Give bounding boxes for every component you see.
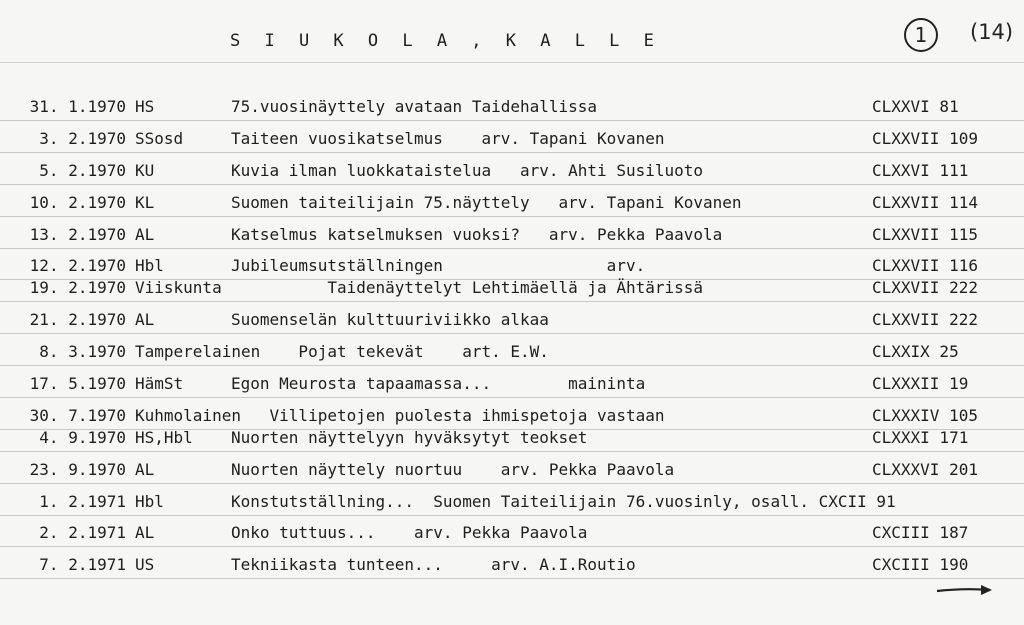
- entry-date: 10. 2.1970: [29, 193, 126, 212]
- ruled-line: [0, 578, 1024, 579]
- entry-row: [0, 128, 1024, 150]
- card-number: 1: [904, 18, 938, 52]
- entry-reference: CLXXXIV 105: [872, 406, 978, 425]
- entry-date: 1. 2.1971: [39, 492, 126, 511]
- entry-title: 75.vuosinäyttely avataan Taidehallissa: [231, 97, 598, 116]
- entry-title: Jubileumsutställningen arv.: [231, 256, 646, 275]
- entry-source: AL: [135, 523, 155, 542]
- entry-date: 13. 2.1970: [29, 225, 126, 244]
- ruled-line: [0, 248, 1024, 249]
- entry-row: [0, 373, 1024, 395]
- ruled-line: [0, 301, 1024, 302]
- entry-title: Villipetojen puolesta ihmispetoja vastaan: [231, 406, 665, 425]
- entry-row: [0, 427, 1024, 449]
- entry-reference: CLXXVII 115: [872, 225, 978, 244]
- entry-source: HS: [135, 97, 155, 116]
- ruled-line: [0, 365, 1024, 366]
- card-count: (14): [970, 20, 1014, 44]
- entry-date: 30. 7.1970: [29, 406, 126, 425]
- entry-source: US: [135, 555, 155, 574]
- entry-row: [0, 224, 1024, 246]
- entry-title: Tekniikasta tunteen... arv. A.I.Routio: [231, 555, 636, 574]
- entry-row: [0, 554, 1024, 576]
- entry-row: [0, 255, 1024, 277]
- entry-row: [0, 341, 1024, 363]
- ruled-line: [0, 184, 1024, 185]
- entry-source: Kuhmolainen: [135, 406, 241, 425]
- entry-row: [0, 405, 1024, 427]
- entry-row: [0, 160, 1024, 182]
- entry-source: KU: [135, 161, 155, 180]
- entry-reference: CXCIII 190: [872, 555, 969, 574]
- ruled-line: [0, 152, 1024, 153]
- entry-source: Tamperelainen: [135, 342, 261, 361]
- entry-title: Nuorten näyttely nuortuu arv. Pekka Paavola: [231, 460, 675, 479]
- ruled-line: [0, 451, 1024, 452]
- entry-source: Viiskunta: [135, 278, 222, 297]
- entry-title: Suomenselän kulttuuriviikko alkaa: [231, 310, 549, 329]
- entry-reference: CLXXVII 114: [872, 193, 978, 212]
- entry-reference: CLXXVI 111: [872, 161, 969, 180]
- entry-title: Onko tuttuus... arv. Pekka Paavola: [231, 523, 588, 542]
- ruled-line: [0, 397, 1024, 398]
- entry-title: Taiteen vuosikatselmus arv. Tapani Kovanen: [231, 129, 665, 148]
- ruled-line: [0, 515, 1024, 516]
- entry-title: Nuorten näyttelyyn hyväksytyt teokset: [231, 428, 588, 447]
- entry-date: 4. 9.1970: [39, 428, 126, 447]
- ruled-line: [0, 120, 1024, 121]
- entry-reference: CLXXXI 171: [872, 428, 969, 447]
- ruled-line: [0, 333, 1024, 334]
- entry-row: [0, 522, 1024, 544]
- entry-row: [0, 459, 1024, 481]
- entry-date: 31. 1.1970: [29, 97, 126, 116]
- continue-arrow-icon: [935, 582, 995, 598]
- ruled-line: [0, 546, 1024, 547]
- entry-reference: CLXXXVI 201: [872, 460, 978, 479]
- entry-source: KL: [135, 193, 155, 212]
- entry-reference: CXCIII 187: [872, 523, 969, 542]
- entry-reference: CLXXIX 25: [872, 342, 959, 361]
- entry-reference: CLXXVII 109: [872, 129, 978, 148]
- entry-title: Katselmus katselmuksen vuoksi? arv. Pekka Paavola: [231, 225, 723, 244]
- entry-title: Konstutställning... Suomen Taiteilijain 76.vuosinly, osall. CXCII 91: [231, 492, 896, 511]
- entry-source: AL: [135, 460, 155, 479]
- entry-reference: CLXXXII 19: [872, 374, 969, 393]
- entry-row: [0, 192, 1024, 214]
- entry-reference: CLXXVII 222: [872, 310, 978, 329]
- entry-source: Hbl: [135, 492, 164, 511]
- entry-date: 7. 2.1971: [39, 555, 126, 574]
- entry-source: HS,Hbl: [135, 428, 193, 447]
- entry-date: 3. 2.1970: [39, 129, 126, 148]
- entry-date: 2. 2.1971: [39, 523, 126, 542]
- entry-reference: CLXXVII 222: [872, 278, 978, 297]
- entry-row: [0, 491, 1024, 513]
- entry-title: Pojat tekevät art. E.W.: [231, 342, 549, 361]
- entry-source: SSosd: [135, 129, 184, 148]
- entry-source: AL: [135, 225, 155, 244]
- entry-date: 5. 2.1970: [39, 161, 126, 180]
- header-divider: [0, 62, 1024, 63]
- entry-date: 19. 2.1970: [29, 278, 126, 297]
- entry-date: 21. 2.1970: [29, 310, 126, 329]
- entry-source: HämSt: [135, 374, 184, 393]
- entry-source: Hbl: [135, 256, 164, 275]
- entry-reference: CLXXVI 81: [872, 97, 959, 116]
- entry-title: Egon Meurosta tapaamassa... maininta: [231, 374, 646, 393]
- entry-date: 17. 5.1970: [29, 374, 126, 393]
- entry-row: [0, 96, 1024, 118]
- entry-date: 8. 3.1970: [39, 342, 126, 361]
- entry-reference: CLXXVII 116: [872, 256, 978, 275]
- entry-title: Taidenäyttelyt Lehtimäellä ja Ähtärissä: [231, 278, 704, 297]
- entry-date: 12. 2.1970: [29, 256, 126, 275]
- artist-name: S I U K O L A , K A L L E: [230, 31, 661, 51]
- entry-row: [0, 277, 1024, 299]
- entry-date: 23. 9.1970: [29, 460, 126, 479]
- entry-title: Suomen taiteilijain 75.näyttely arv. Tapani Kovanen: [231, 193, 742, 212]
- ruled-line: [0, 216, 1024, 217]
- entry-row: [0, 309, 1024, 331]
- ruled-line: [0, 483, 1024, 484]
- entry-title: Kuvia ilman luokkataistelua arv. Ahti Susiluoto: [231, 161, 704, 180]
- entry-source: AL: [135, 310, 155, 329]
